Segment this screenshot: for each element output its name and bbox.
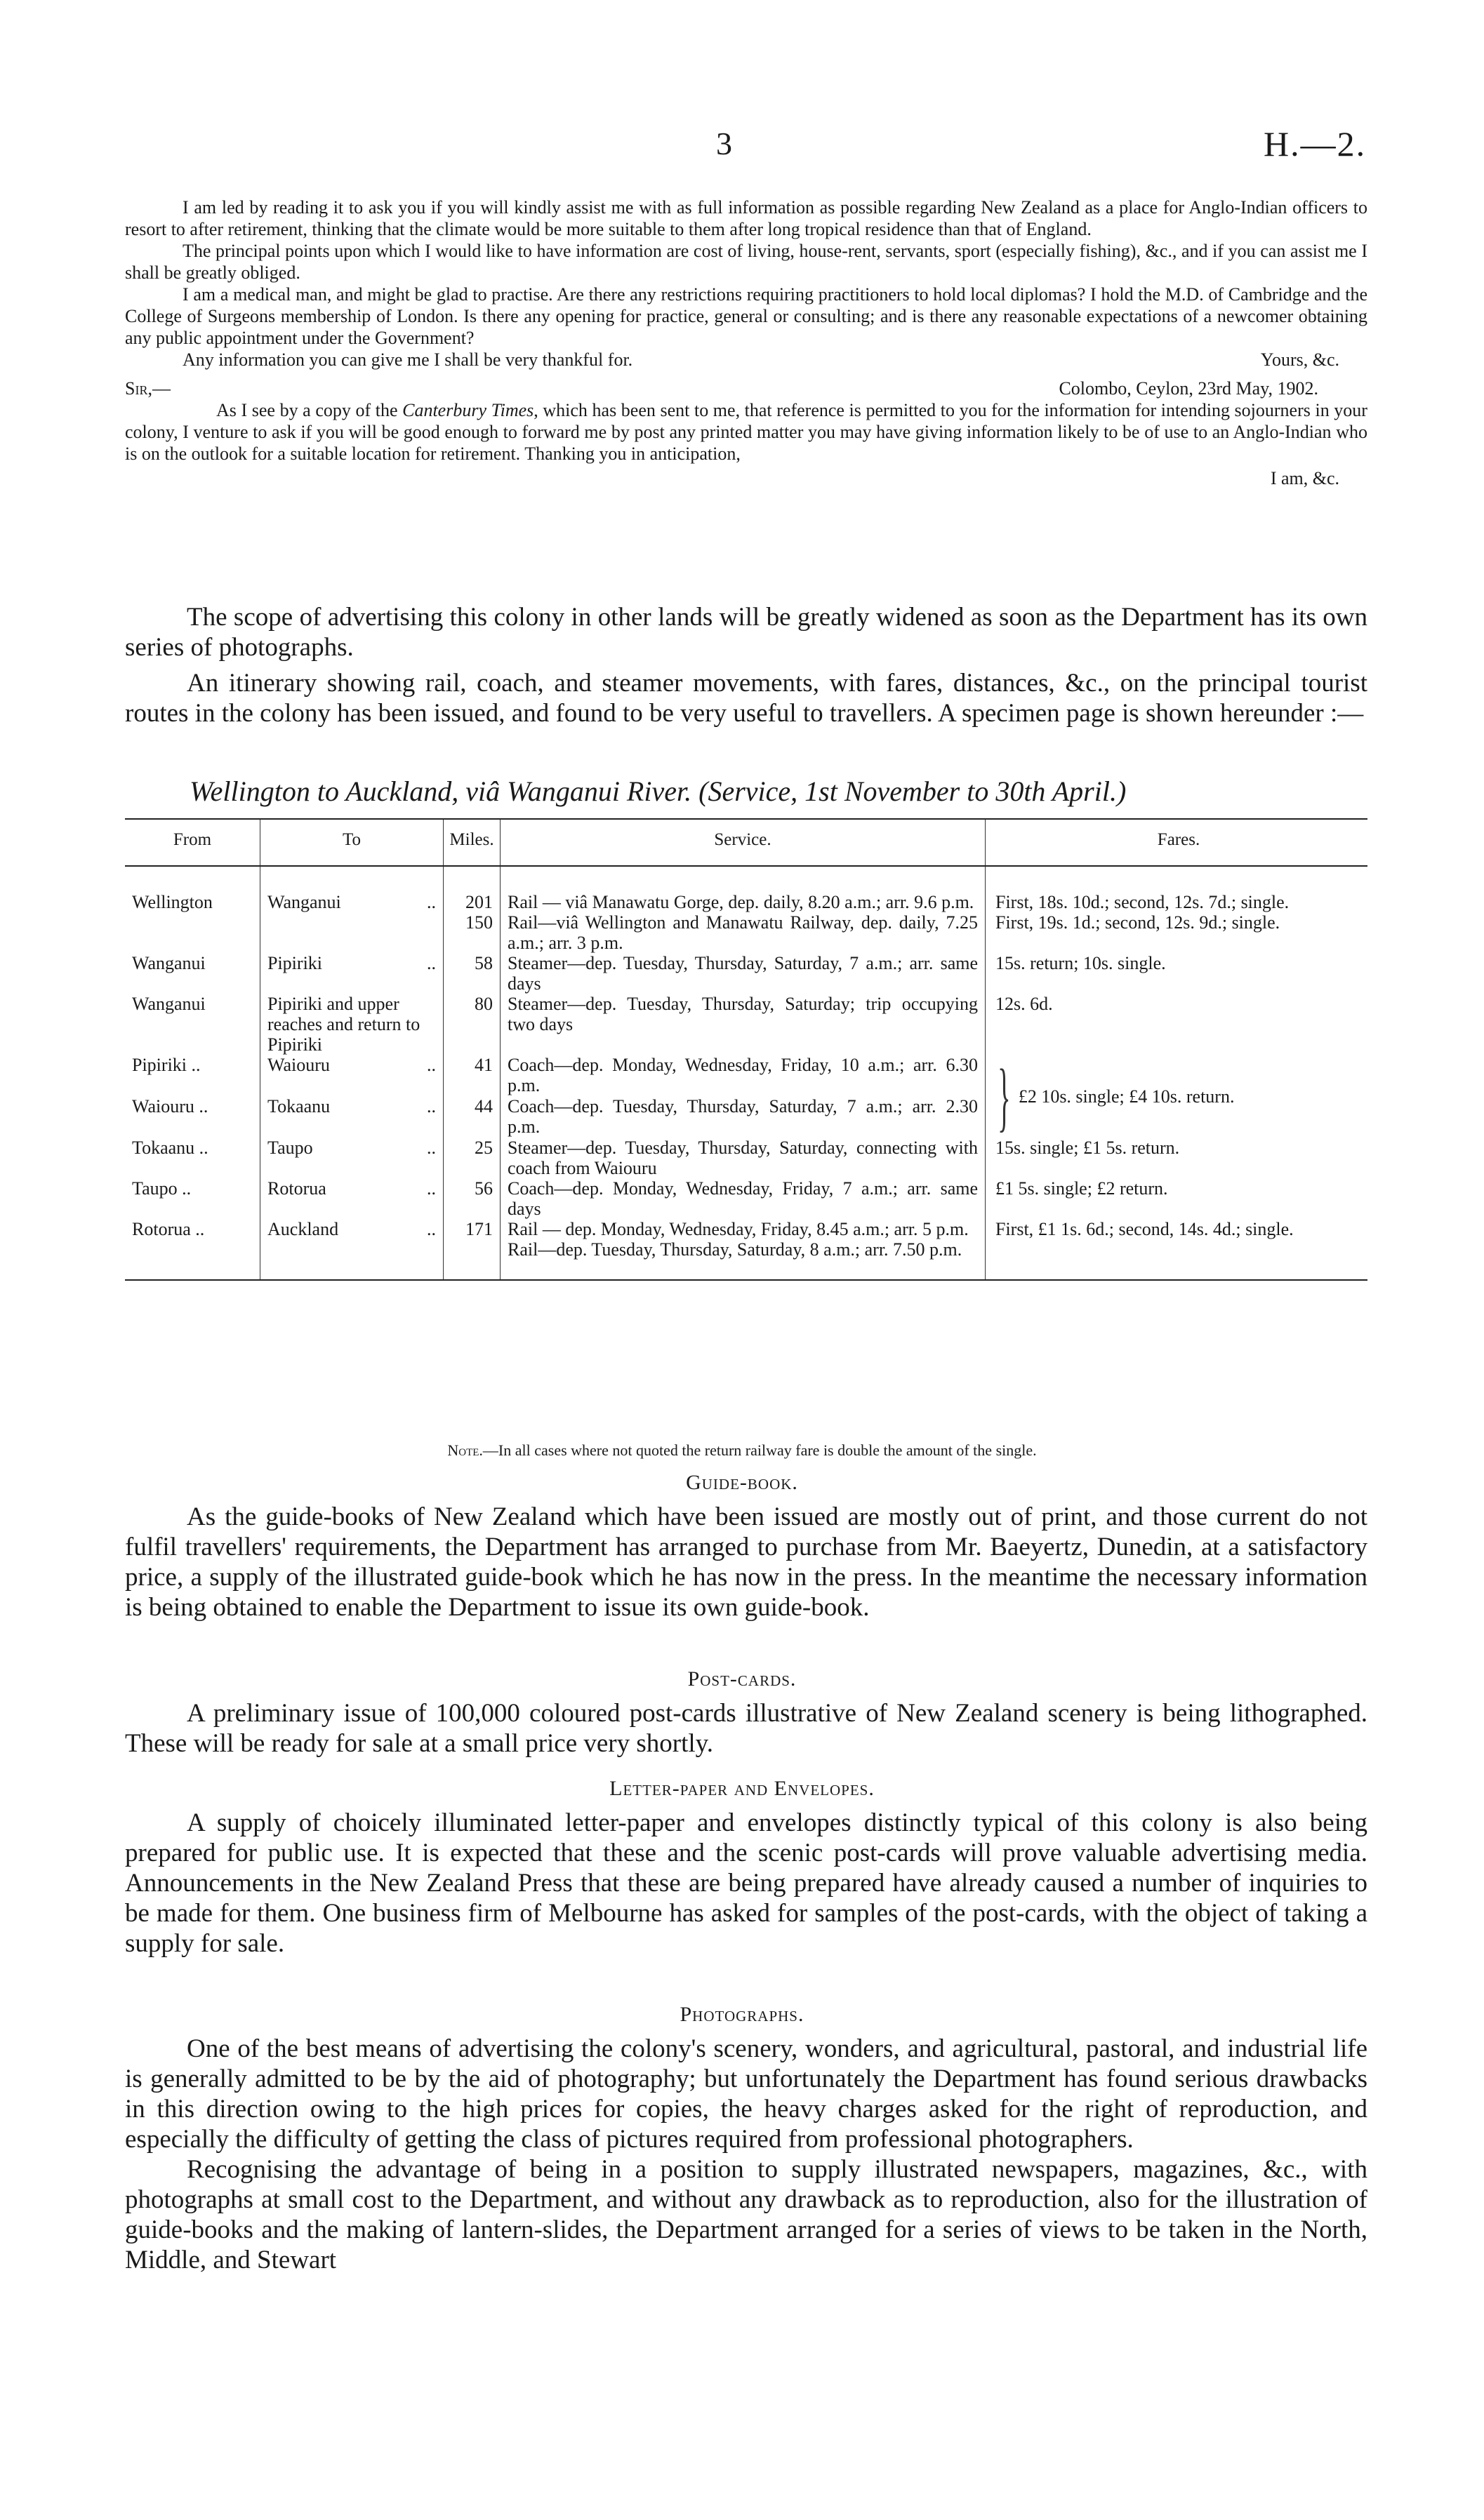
table-row xyxy=(125,1178,1367,1219)
cell-service: Rail—viâ Wellington and Manawatu Railway, dep. daily, 7.25 a.m.; arr. 3 p.m. xyxy=(501,912,986,953)
cell-from: Wellington xyxy=(132,892,213,912)
table-row xyxy=(125,953,1367,994)
cell-from: Taupo .. xyxy=(132,1178,192,1199)
note-lead: Note. xyxy=(447,1441,483,1459)
cell-fares: 12s. 6d. xyxy=(995,994,1053,1014)
letter2-salutation: Sir,— xyxy=(125,378,171,399)
section-title-letter-paper: Letter-paper and Envelopes. xyxy=(609,1777,875,1800)
letter1-signoff: Yours, &c. xyxy=(1260,349,1339,370)
col-header-service: Service. xyxy=(501,819,986,866)
cell-to: Pipiriki .. xyxy=(260,953,444,994)
table-row xyxy=(125,1055,1367,1096)
cell-miles: 150 xyxy=(444,912,501,953)
cell-miles: 56 xyxy=(444,1178,501,1219)
cell-from: Tokaanu .. xyxy=(132,1138,208,1158)
cell-fares: First, £1 1s. 6d.; second, 14s. 4d.; single. xyxy=(995,1219,1294,1239)
intro-paragraph-1: The scope of advertising this colony in other lands will be greatly widened as soon as the Department has its own series of photographs. xyxy=(125,603,1367,662)
note-text: —In all cases where not quoted the return railway fare is double the amount of the single. xyxy=(482,1441,1037,1459)
cell-to: Pipiriki and upper reaches and return to Pipiriki xyxy=(260,994,444,1055)
cell-from: Pipiriki .. xyxy=(132,1055,201,1075)
cell-miles: 44 xyxy=(444,1096,501,1138)
itinerary-title: Wellington to Auckland, viâ Wanganui River. (Service, 1st November to 30th April.) xyxy=(190,775,1127,807)
section-guide-book xyxy=(125,1502,1367,1622)
cell-from: Wanganui xyxy=(132,994,206,1014)
cell-from xyxy=(125,912,260,953)
cell-fares-shared xyxy=(986,1055,1368,1138)
letter2-heading xyxy=(125,378,1367,399)
letter1-paragraph-1: I am led by reading it to ask you if you will kindly assist me with as full information as possible regarding New Zealand as a place for Anglo-Indian officers to resort to after retirement, thinking that the climate would be more suitable to them after long tropical residence than that of England. xyxy=(125,197,1367,239)
photographs-paragraph-2: Recognising the advantage of being in a position to supply illustrated newspapers, magazines, &c., with photographs at small cost to the Department, and without any drawback as to reproduction, also for the illustration of guide-books and the making of lantern-slides, the Department arranged for a series of views to be taken in the North, Middle, and Stewart xyxy=(125,2155,1367,2274)
table-row xyxy=(125,994,1367,1055)
cell-from: Waiouru .. xyxy=(132,1096,208,1116)
table-row xyxy=(125,866,1367,912)
photographs-paragraph-1: One of the best means of advertising the colony's scenery, wonders, and agricultural, pastoral, and industrial life is generally admitted to be by the aid of photography; but unfortunately the Department has found serious drawbacks in this direction owing to the high prices for copies, the heavy charges asked for the right of reproduction, and especially the difficulty of getting the class of pictures required from professional photographers. xyxy=(125,2034,1367,2154)
cell-service: Steamer—dep. Tuesday, Thursday, Saturday, connecting with coach from Waiouru xyxy=(501,1138,986,1178)
section-title-post-cards: Post-cards. xyxy=(687,1667,797,1691)
shared-fare-text: £2 10s. single; £4 10s. return. xyxy=(1018,1086,1235,1107)
col-header-from: From xyxy=(125,819,260,866)
cell-fares: £1 5s. single; £2 return. xyxy=(995,1178,1168,1199)
cell-fares: First, 19s. 1d.; second, 12s. 9d.; single. xyxy=(995,912,1280,933)
letter1-paragraph-4: Any information you can give me I shall be very thankful for. xyxy=(183,349,633,370)
guide-book-paragraph: As the guide-books of New Zealand which have been issued are mostly out of print, and those current do not fulfil travellers' requirements, the Department has arranged to purchase from Mr. Baeyertz, Dunedin, at a satisfactory price, a supply of the illustrated guide-book which he has now in the press. In the meantime the necessary information is being obtained to enable the Department to issue its own guide-book. xyxy=(125,1502,1367,1622)
letter1-paragraph-2: The principal points upon which I would like to have information are cost of living, house-rent, servants, sport (especially fishing), &c., and if you can assist me I shall be greatly obliged. xyxy=(125,241,1367,283)
itinerary-table xyxy=(125,818,1367,1281)
cell-to xyxy=(260,912,444,953)
intro-text xyxy=(125,602,1367,728)
cell-to: Taupo .. xyxy=(260,1138,444,1178)
post-cards-paragraph: A preliminary issue of 100,000 coloured post-cards illustrative of New Zealand scenery is being lithographed. These will be ready for sale at a small price very shortly. xyxy=(125,1699,1367,1758)
letter2-text-b: , which has been sent to me, that reference is permitted to you for the information for intending sojourners in your colony, I venture to ask if you will be good enough to forward me by post any printed matter you may have giving information likely to be of use to an Anglo-Indian who is on the outlook for a suitable location for retirement. Thanking you in anticipation, xyxy=(125,400,1367,464)
document-reference: H.—2. xyxy=(1264,124,1367,164)
cell-service: Rail — viâ Manawatu Gorge, dep. daily, 8.20 a.m.; arr. 9.6 p.m. xyxy=(501,866,986,912)
cell-miles: 201 xyxy=(444,866,501,912)
section-photographs xyxy=(125,2034,1367,2275)
cell-service: Steamer—dep. Tuesday, Thursday, Saturday, 7 a.m.; arr. same days xyxy=(501,953,986,994)
cell-fares: 15s. return; 10s. single. xyxy=(995,953,1166,973)
col-header-to: To xyxy=(260,819,444,866)
cell-miles: 41 xyxy=(444,1055,501,1096)
cell-miles: 80 xyxy=(444,994,501,1055)
cell-fares: First, 18s. 10d.; second, 12s. 7d.; single. xyxy=(995,892,1290,912)
table-row xyxy=(125,912,1367,953)
section-post-cards xyxy=(125,1698,1367,1759)
quoted-letters xyxy=(125,196,1367,489)
letter-paper-paragraph: A supply of choicely illuminated letter-paper and envelopes distinctly typical of this colony is also being prepared for public use. It is expected that these and the scenic post-cards will prove valuable advertising media. Announcements in the New Zealand Press that these are being prepared have already caused a number of inquiries to be made for them. One business firm of Melbourne has asked for samples of the post-cards, with the object of taking a supply for sale. xyxy=(125,1808,1367,1958)
cell-fares xyxy=(986,1239,1368,1260)
cell-to: Waiouru .. xyxy=(260,1055,444,1096)
cell-to: Rotorua .. xyxy=(260,1178,444,1219)
letter2-place-date: Colombo, Ceylon, 23rd May, 1902. xyxy=(1059,378,1318,399)
cell-service: Coach—dep. Tuesday, Thursday, Saturday, 7 a.m.; arr. 2.30 p.m. xyxy=(501,1096,986,1138)
letter2-signoff: I am, &c. xyxy=(1270,468,1339,488)
cell-to: Auckland .. xyxy=(260,1219,444,1239)
intro-paragraph-2: An itinerary showing rail, coach, and steamer movements, with fares, distances, &c., on the principal tourist routes in the colony has been issued, and found to be very useful to travellers. A specimen page is shown hereunder :— xyxy=(125,669,1367,728)
cell-from: Rotorua .. xyxy=(132,1219,205,1239)
page-number: 3 xyxy=(716,126,732,161)
brace-glyph: } xyxy=(998,1053,1011,1139)
table-header-row xyxy=(125,819,1367,866)
cell-from xyxy=(125,1239,260,1260)
cell-service: Coach—dep. Monday, Wednesday, Friday, 7 a.m.; arr. same days xyxy=(501,1178,986,1219)
cell-to: Wanganui .. xyxy=(260,866,444,912)
table-note xyxy=(0,1441,1484,1460)
col-header-fares: Fares. xyxy=(986,819,1368,866)
cell-service: Coach—dep. Monday, Wednesday, Friday, 10 a.m.; arr. 6.30 p.m. xyxy=(501,1055,986,1096)
letter1-paragraph-3: I am a medical man, and might be glad to practise. Are there any restrictions requiring practitioners to hold local diplomas? I hold the M.D. of Cambridge and the College of Surgeons membership of London. Is there any opening for practice, general or consulting; and is there any reasonable expectations of a newcomer obtaining any public appointment under the Government? xyxy=(125,284,1367,348)
cell-miles: 58 xyxy=(444,953,501,994)
table-row xyxy=(125,1219,1367,1239)
table-row xyxy=(125,1138,1367,1178)
cell-miles: 25 xyxy=(444,1138,501,1178)
cell-miles xyxy=(444,1239,501,1260)
cell-service: Rail—dep. Tuesday, Thursday, Saturday, 8 a.m.; arr. 7.50 p.m. xyxy=(501,1239,986,1260)
letter2-newspaper-title: Canterbury Times xyxy=(402,400,534,420)
cell-from: Wanganui xyxy=(132,953,206,973)
cell-fares: 15s. single; £1 5s. return. xyxy=(995,1138,1180,1158)
cell-service: Steamer—dep. Tuesday, Thursday, Saturday; trip occupying two days xyxy=(501,994,986,1055)
table-row xyxy=(125,1239,1367,1260)
section-letter-paper xyxy=(125,1808,1367,1959)
cell-miles: 171 xyxy=(444,1219,501,1239)
section-title-guide-book: Guide-book. xyxy=(686,1471,798,1494)
cell-to: Tokaanu .. xyxy=(260,1096,444,1138)
cell-service: Rail — dep. Monday, Wednesday, Friday, 8.45 a.m.; arr. 5 p.m. xyxy=(501,1219,986,1239)
letter2-paragraph xyxy=(125,399,1367,465)
table-bottom-rule xyxy=(125,1260,1367,1280)
col-header-miles: Miles. xyxy=(444,819,501,866)
letter2-text-a: As I see by a copy of the xyxy=(216,400,403,420)
cell-to xyxy=(260,1239,444,1260)
section-title-photographs: Photographs. xyxy=(680,2003,804,2026)
